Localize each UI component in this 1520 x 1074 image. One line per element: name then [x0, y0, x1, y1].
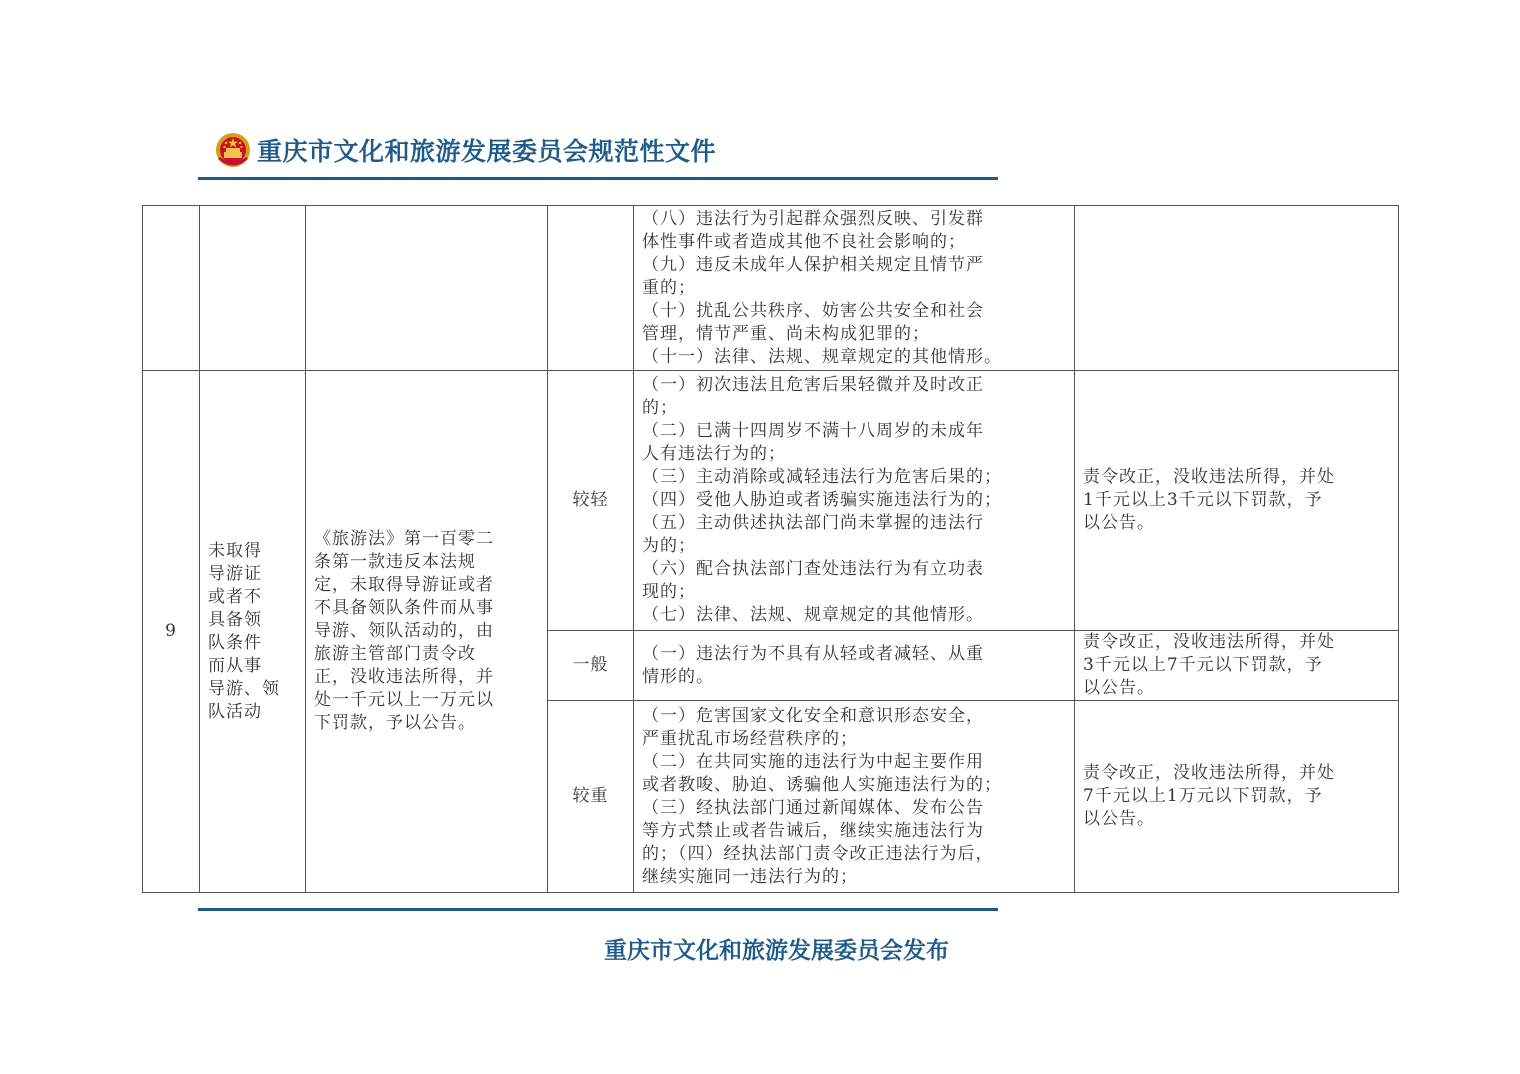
basis-line: 定，未取得导游证或者	[314, 575, 494, 595]
condition-line: （一）危害国家文化安全和意识形态安全，	[642, 705, 984, 726]
condition-line: （九）违反未成年人保护相关规定且情节严	[642, 254, 984, 275]
number-cell-empty	[143, 206, 200, 371]
condition-line: 现的；	[642, 582, 696, 602]
basis-line: 下罚款，予以公告。	[314, 713, 476, 733]
violation-line: 具备领	[208, 609, 262, 630]
condition-line: （一）初次违法且危害后果轻微并及时改正	[642, 375, 984, 395]
basis-line: 导游、领队活动的，由	[314, 621, 494, 641]
violation-line: 队条件	[208, 632, 262, 653]
conditions-cell-light	[634, 371, 1075, 631]
condition-line: 继续实施同一违法行为的；	[642, 866, 858, 887]
condition-line: 的；（四）经执法部门责令改正违法行为后，	[642, 843, 994, 864]
legal-basis-cell	[306, 371, 548, 893]
item-number: 9	[143, 371, 200, 893]
level-cell-general: 一般	[548, 631, 634, 701]
condition-line: 严重扰乱市场经营秩序的；	[642, 728, 858, 749]
condition-line: （五）主动供述执法部门尚未掌握的违法行	[642, 513, 984, 533]
violation-line: 队活动	[208, 701, 262, 722]
condition-line: 管理，情节严重、尚未构成犯罪的；	[642, 323, 930, 344]
document-header	[215, 132, 716, 168]
condition-line: 情形的。	[642, 666, 714, 687]
penalty-cell-general	[1075, 631, 1399, 701]
level-cell-light: 较轻	[548, 371, 634, 631]
penalty-line: 7千元以上1万元以下罚款，予	[1083, 786, 1323, 806]
condition-line: （七）法律、法规、规章规定的其他情形。	[642, 605, 984, 625]
conditions-cell-continued	[634, 206, 1075, 371]
penalty-line: 以公告。	[1083, 678, 1155, 698]
condition-line: 重的；	[642, 277, 696, 298]
conditions-cell-heavy	[634, 701, 1075, 893]
condition-line: （八）违法行为引起群众强烈反映、引发群	[642, 208, 984, 229]
penalty-cell-empty	[1075, 206, 1399, 371]
basis-line: 旅游主管部门责令改	[314, 644, 476, 664]
penalty-line: 责令改正，没收违法所得，并处	[1083, 632, 1335, 652]
basis-cell-empty	[306, 206, 548, 371]
violation-line: 而从事	[208, 655, 262, 676]
level-cell-heavy: 较重	[548, 701, 634, 893]
basis-line: 处一千元以上一万元以	[314, 690, 494, 710]
footer-title: 重庆市文化和旅游发展委员会发布	[604, 937, 949, 964]
penalty-line: 以公告。	[1083, 513, 1155, 533]
condition-line: （四）受他人胁迫或者诱骗实施违法行为的；	[642, 490, 1002, 510]
penalty-cell-light	[1075, 371, 1399, 631]
table-row-level-light	[143, 371, 1399, 631]
violation-cell	[200, 371, 306, 893]
violation-line: 未取得	[208, 540, 262, 561]
basis-line: 正，没收违法所得，并	[314, 667, 494, 687]
header-title: 重庆市文化和旅游发展委员会规范性文件	[257, 137, 717, 166]
condition-line: （三）主动消除或减轻违法行为危害后果的；	[642, 467, 1002, 487]
basis-line: 《旅游法》第一百零二	[314, 529, 494, 549]
basis-line: 条第一款违反本法规	[314, 552, 476, 572]
penalty-line: 1千元以上3千元以下罚款，予	[1083, 490, 1323, 510]
penalty-line: 责令改正，没收违法所得，并处	[1083, 763, 1335, 783]
header-rule	[198, 177, 998, 180]
violation-line: 导游、领	[208, 678, 280, 699]
violation-cell-empty	[200, 206, 306, 371]
condition-line: （二）在共同实施的违法行为中起主要作用	[642, 751, 984, 772]
condition-line: （十一）法律、法规、规章规定的其他情形。	[642, 346, 1002, 367]
condition-line: 或者教唆、胁迫、诱骗他人实施违法行为的；	[642, 774, 1002, 795]
penalty-line: 3千元以上7千元以下罚款，予	[1083, 655, 1323, 675]
conditions-cell-general	[634, 631, 1075, 701]
penalty-cell-heavy	[1075, 701, 1399, 893]
condition-line: （六）配合执法部门查处违法行为有立功表	[642, 559, 984, 579]
national-emblem-icon	[215, 132, 251, 168]
footer-rule	[198, 908, 998, 911]
basis-line: 不具备领队条件而从事	[314, 598, 494, 618]
violation-line: 导游证	[208, 563, 262, 584]
condition-line: 的；	[642, 398, 678, 418]
penalty-line: 以公告。	[1083, 809, 1155, 829]
violation-line: 或者不	[208, 586, 262, 607]
condition-line: 为的；	[642, 536, 696, 556]
condition-line: （二）已满十四周岁不满十八周岁的未成年	[642, 421, 984, 441]
level-cell-empty	[548, 206, 634, 371]
condition-line: 体性事件或者造成其他不良社会影响的；	[642, 231, 966, 252]
condition-line: （一）违法行为不具有从轻或者减轻、从重	[642, 643, 984, 664]
penalty-table	[142, 205, 1399, 893]
penalty-line: 责令改正，没收违法所得，并处	[1083, 467, 1335, 487]
condition-line: （十）扰乱公共秩序、妨害公共安全和社会	[642, 300, 984, 321]
condition-line: （三）经执法部门通过新闻媒体、发布公告	[642, 797, 984, 818]
condition-line: 人有违法行为的；	[642, 444, 786, 464]
table-row-continued	[143, 206, 1399, 371]
condition-line: 等方式禁止或者告诫后，继续实施违法行为	[642, 820, 984, 841]
